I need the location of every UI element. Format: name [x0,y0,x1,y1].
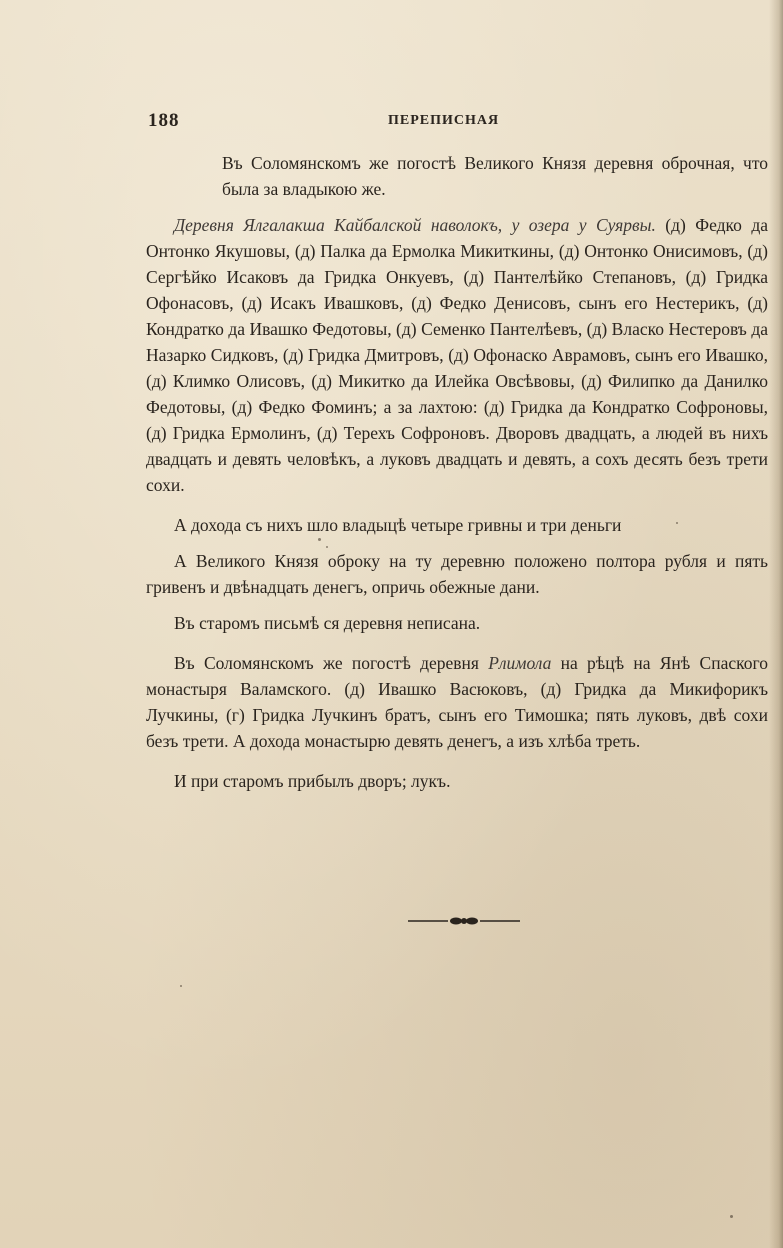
village-list-body: (д) Федко да Онтонко Якушовы, (д) Палка да Ермолка Микиткины, (д) Онтонко Онисимовъ, (д) Сергѣйко Исаковъ да Гридка Онкуевъ, (д) Пантелѣйко Степановъ, (д) Гридка Офонасовъ, (д) Исакъ Ивашковъ, (д) Федко Денисовъ, сынъ его Нестерикъ, (д) Кондратко да Ивашко Федотовы, (д) Семенко Пантелѣевъ, (д) Власко Нестеровъ да Назарко Сидковъ, (д) Гридка Дмитровъ, (д) Офонаско Аврамовъ, сынъ его Ивашко, (д) Климко Олисовъ, (д) Микитко да Илейка Овсѣвовы, (д) Филипко да Данилко Федотовы, (д) Федко Фоминъ; а за лахтою: (д) Гридка да Кондратко Софроновы, (д) Гридка Ермолинъ, (д) Терехъ Софроновъ. Дворовъ двадцать, а людей въ нихъ двадцать и девять человѣкъ, а луковъ двадцать и девять, а сохъ десять безъ трети сохи. [146,215,768,495]
second-village-body: на рѣцѣ на Янѣ Спаского монастыря Валамского. (д) Ивашко Васюковъ, (д) Гридка да Микифорикъ Лучкины, (г) Гридка Лучкинъ братъ, сынъ его Тимошка; пять луковъ, двѣ сохи безъ трети. А дохода монастырю девять денегъ, а изъ хлѣба треть. [146,653,768,751]
running-head: ПЕРЕПИСНАЯ [388,113,500,128]
paragraph-village-list [146,212,768,498]
body-text [146,150,768,794]
paragraph-income: А дохода съ нихъ шло владыцѣ четыре гривны и три деньги [174,515,622,535]
paper-speck [326,546,328,548]
paper-speck [318,538,321,541]
paragraph-heading-1: Въ Соломянскомъ же погостѣ Великого Князя деревня оброчная, что была за владыкою же. [222,153,768,199]
ornament-divider-icon [408,913,520,929]
page-number: 188 [148,110,180,131]
page-edge-shadow [769,0,783,1248]
paper-speck [180,985,182,987]
paragraph-final: И при старомъ прибылъ дворъ; лукъ. [174,771,451,791]
paragraph-old-census: Въ старомъ письмѣ ся деревня неписана. [174,613,481,633]
paper-speck [676,522,678,524]
paragraph-quitrent: А Великого Князя оброку на ту деревню положено полтора рубля и пять гривенъ и двѣнадцать денегъ, опричь обежные дани. [146,551,768,597]
second-village-lead: Въ Соломянскомъ же погостѣ деревня [174,653,489,673]
page-header [148,110,648,134]
village-name-italic: Деревня Ялгалакша Кайбалской наволокъ, у озера у Суярвы. [174,215,656,235]
paper-speck [730,1215,733,1218]
paragraph-second-village [146,650,768,754]
second-village-name-italic: Рлимола [488,653,552,673]
